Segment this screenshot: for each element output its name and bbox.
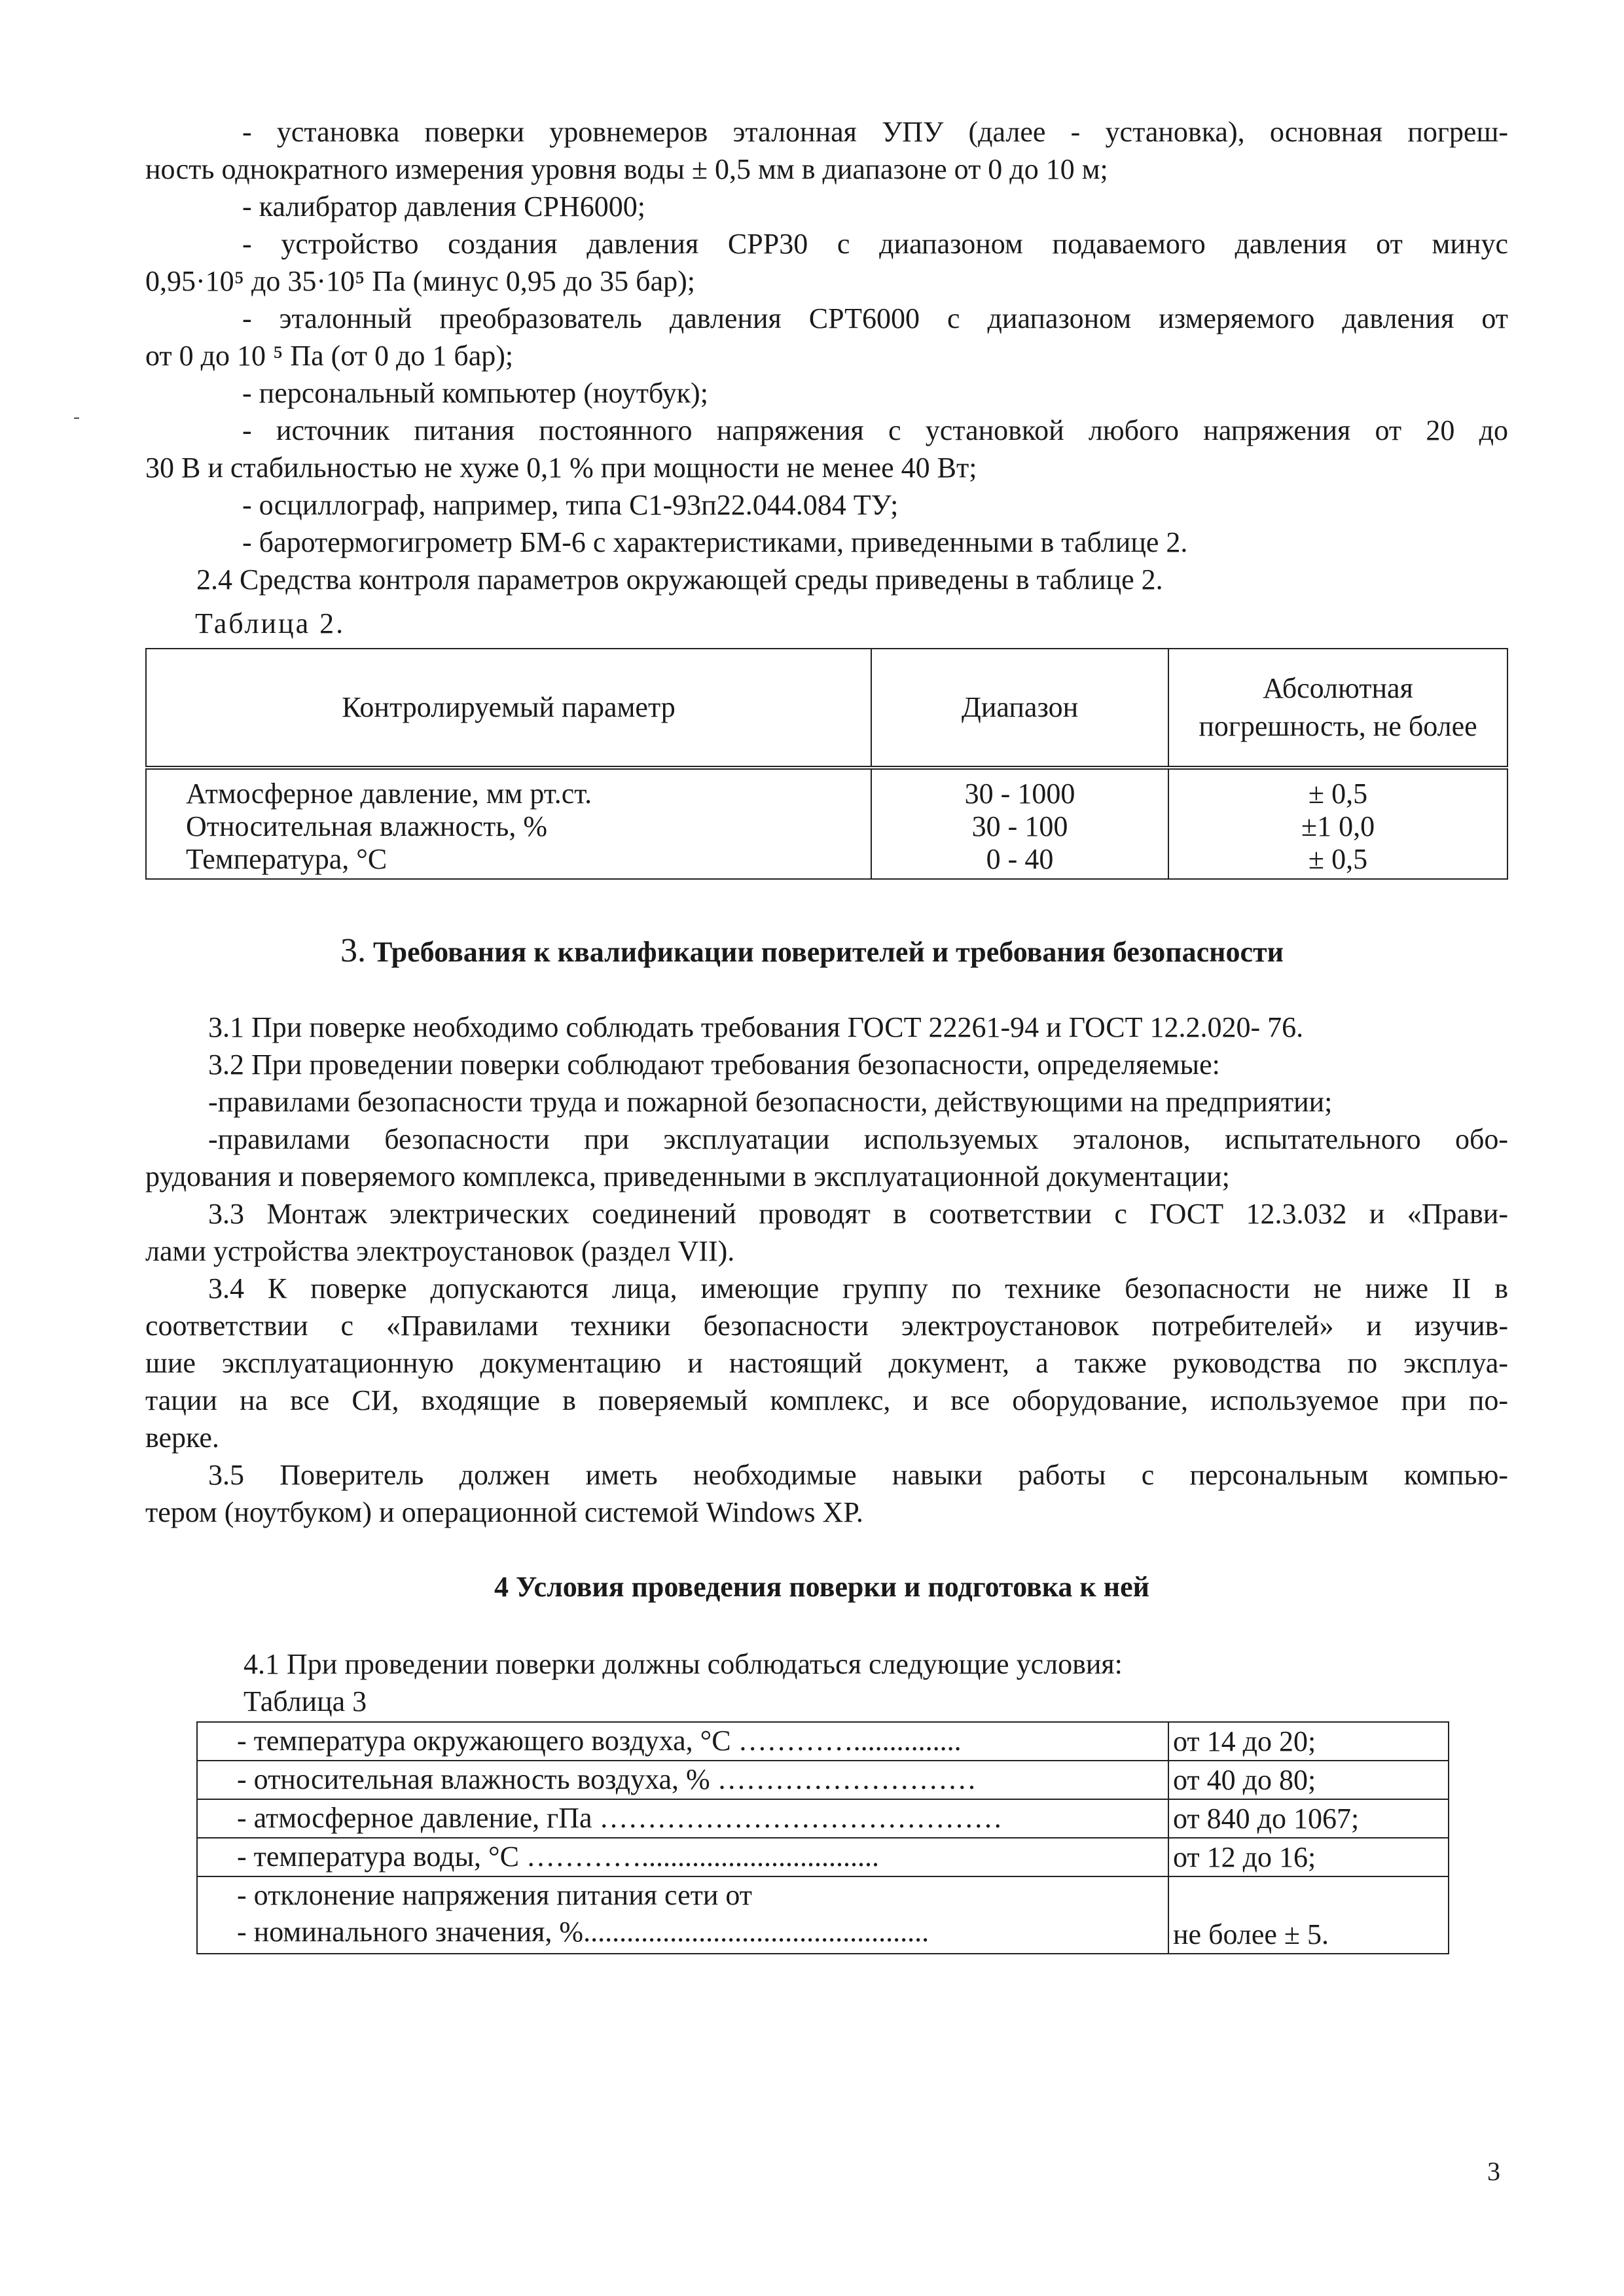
table2-cell: 0 - 40 (871, 843, 1168, 879)
table3-value: от 40 до 80; (1168, 1761, 1449, 1799)
section3-line-11: тации на все СИ, входящие в поверяемый комплекс, и все оборудование, используемое при по- (145, 1384, 1508, 1416)
table-row (146, 843, 1507, 879)
table-row (146, 768, 1507, 810)
table3 (196, 1721, 1449, 1954)
table3-param: - относительная влажность воздуха, % ……………………… (197, 1761, 1168, 1799)
table-row (197, 1761, 1449, 1799)
table2-header-error: Абсолютная погрешность, не более (1168, 649, 1507, 768)
intro-line-8: - персональный компьютер (ноутбук); (242, 377, 708, 409)
section3-line-3: -правилами безопасности труда и пожарной безопасности, действующими на предприятии; (208, 1086, 1333, 1118)
table2 (145, 648, 1508, 880)
table2-cell: ± 0,5 (1168, 843, 1507, 879)
table2-cell: 30 - 100 (871, 810, 1168, 843)
section3-line-4: -правилами безопасности при эксплуатации используемых эталонов, испытательного обо- (208, 1123, 1508, 1155)
section3-line-8: 3.4 К поверке допускаются лица, имеющие группу по технике безопасности не ниже II в (208, 1272, 1508, 1304)
section3-heading (340, 933, 1284, 971)
table3-caption: Таблица 3 (244, 1685, 367, 1717)
table3-param-line2: - номинального значения, %................................................ (237, 1916, 929, 1948)
intro-line-1: - установка поверки уровнемеров эталонная УПУ (далее - установка), основная погреш- (242, 116, 1508, 148)
table2-header-parameter: Контролируемый параметр (146, 649, 871, 768)
section3-line-14: тером (ноутбуком) и операционной системой Windows XP. (145, 1496, 863, 1528)
section3-line-6: 3.3 Монтаж электрических соединений проводят в соответствии с ГОСТ 12.3.032 и «Прави- (208, 1198, 1508, 1230)
section3-line-7: лами устройства электроустановок (раздел VII). (145, 1235, 735, 1267)
intro-line-3: - калибратор давления СРН6000; (242, 190, 645, 223)
section3-line-13: 3.5 Поверитель должен иметь необходимые навыки работы с персональным компью- (208, 1459, 1508, 1491)
section3-number: 3. (340, 932, 366, 969)
table2-cell: Атмосферное давление, мм рт.ст. (146, 768, 871, 810)
section3-line-9: соответствии с «Правилами техники безопасности электроустановок потребителей» и изучив- (145, 1310, 1508, 1342)
table2-cell: Относительная влажность, % (146, 810, 871, 843)
intro-line-7: от 0 до 10 ⁵ Па (от 0 до 1 бар); (145, 340, 514, 372)
table-row (197, 1722, 1449, 1761)
table2-cell: 30 - 1000 (871, 768, 1168, 810)
table3-value: не более ± 5. (1168, 1876, 1449, 1954)
table2-caption: Таблица 2. (195, 607, 346, 639)
section3-line-2: 3.2 При проведении поверки соблюдают требования безопасности, определяемые: (208, 1049, 1220, 1081)
table-row (146, 810, 1507, 843)
intro-line-6: - эталонный преобразователь давления СРТ6000 с диапазоном измеряемого давления от (242, 302, 1508, 334)
table3-value: от 840 до 1067; (1168, 1799, 1449, 1838)
table-row (197, 1838, 1449, 1876)
table3-value: от 12 до 16; (1168, 1838, 1449, 1876)
table3-param (197, 1876, 1168, 1954)
table3-value: от 14 до 20; (1168, 1722, 1449, 1761)
intro-line-11: - осциллограф, например, типа С1-93п22.044.084 ТУ; (242, 489, 899, 521)
section3-line-12: верке. (145, 1422, 219, 1454)
intro-line-12: - баротермогигрометр БМ-6 с характеристиками, приведенными в таблице 2. (242, 526, 1188, 558)
section3-title: Требования к квалификации поверителей и требования безопасности (373, 936, 1284, 968)
table-row (197, 1799, 1449, 1838)
table3-param: - температура воды, °С …………................................. (197, 1838, 1168, 1876)
table3-param: - атмосферное давление, гПа …………………………………… (197, 1799, 1168, 1838)
intro-line-10: 30 В и стабильностью не хуже 0,1 % при мощности не менее 40 Вт; (145, 452, 977, 484)
table2-header-range: Диапазон (871, 649, 1168, 768)
intro-line-5: 0,95·10⁵ до 35·10⁵ Па (минус 0,95 до 35 бар); (145, 265, 695, 297)
section4-title: 4 Условия проведения поверки и подготовка к ней (494, 1571, 1149, 1603)
stray-mark: - (73, 406, 80, 427)
table3-param: - температура окружающего воздуха, °С …………............... (197, 1722, 1168, 1761)
section3-line-10: шие эксплуатационную документацию и настоящий документ, а также руководства по эксплуа- (145, 1347, 1508, 1379)
intro-line-9: - источник питания постоянного напряжения с установкой любого напряжения от 20 до (242, 414, 1508, 446)
intro-line-13: 2.4 Средства контроля параметров окружающей среды приведены в таблице 2. (196, 564, 1163, 596)
section3-line-5: рудования и поверяемого комплекса, приведенными в эксплуатационной документации; (145, 1160, 1230, 1193)
table-row (197, 1876, 1449, 1954)
table2-cell: ±1 0,0 (1168, 810, 1507, 843)
table2-cell: ± 0,5 (1168, 768, 1507, 810)
section4-intro: 4.1 При проведении поверки должны соблюдаться следующие условия: (244, 1648, 1123, 1680)
table2-cell: Температура, °С (146, 843, 871, 879)
table3-param-line1: - отклонение напряжения питания сети от (237, 1879, 753, 1911)
intro-line-4: - устройство создания давления СРР30 с диапазоном подаваемого давления от минус (242, 228, 1508, 260)
intro-line-2: ность однократного измерения уровня воды ± 0,5 мм в диапазоне от 0 до 10 м; (145, 153, 1108, 185)
page-number: 3 (1487, 2157, 1500, 2186)
section3-line-1: 3.1 При поверке необходимо соблюдать требования ГОСТ 22261-94 и ГОСТ 12.2.020- 76. (208, 1011, 1304, 1043)
